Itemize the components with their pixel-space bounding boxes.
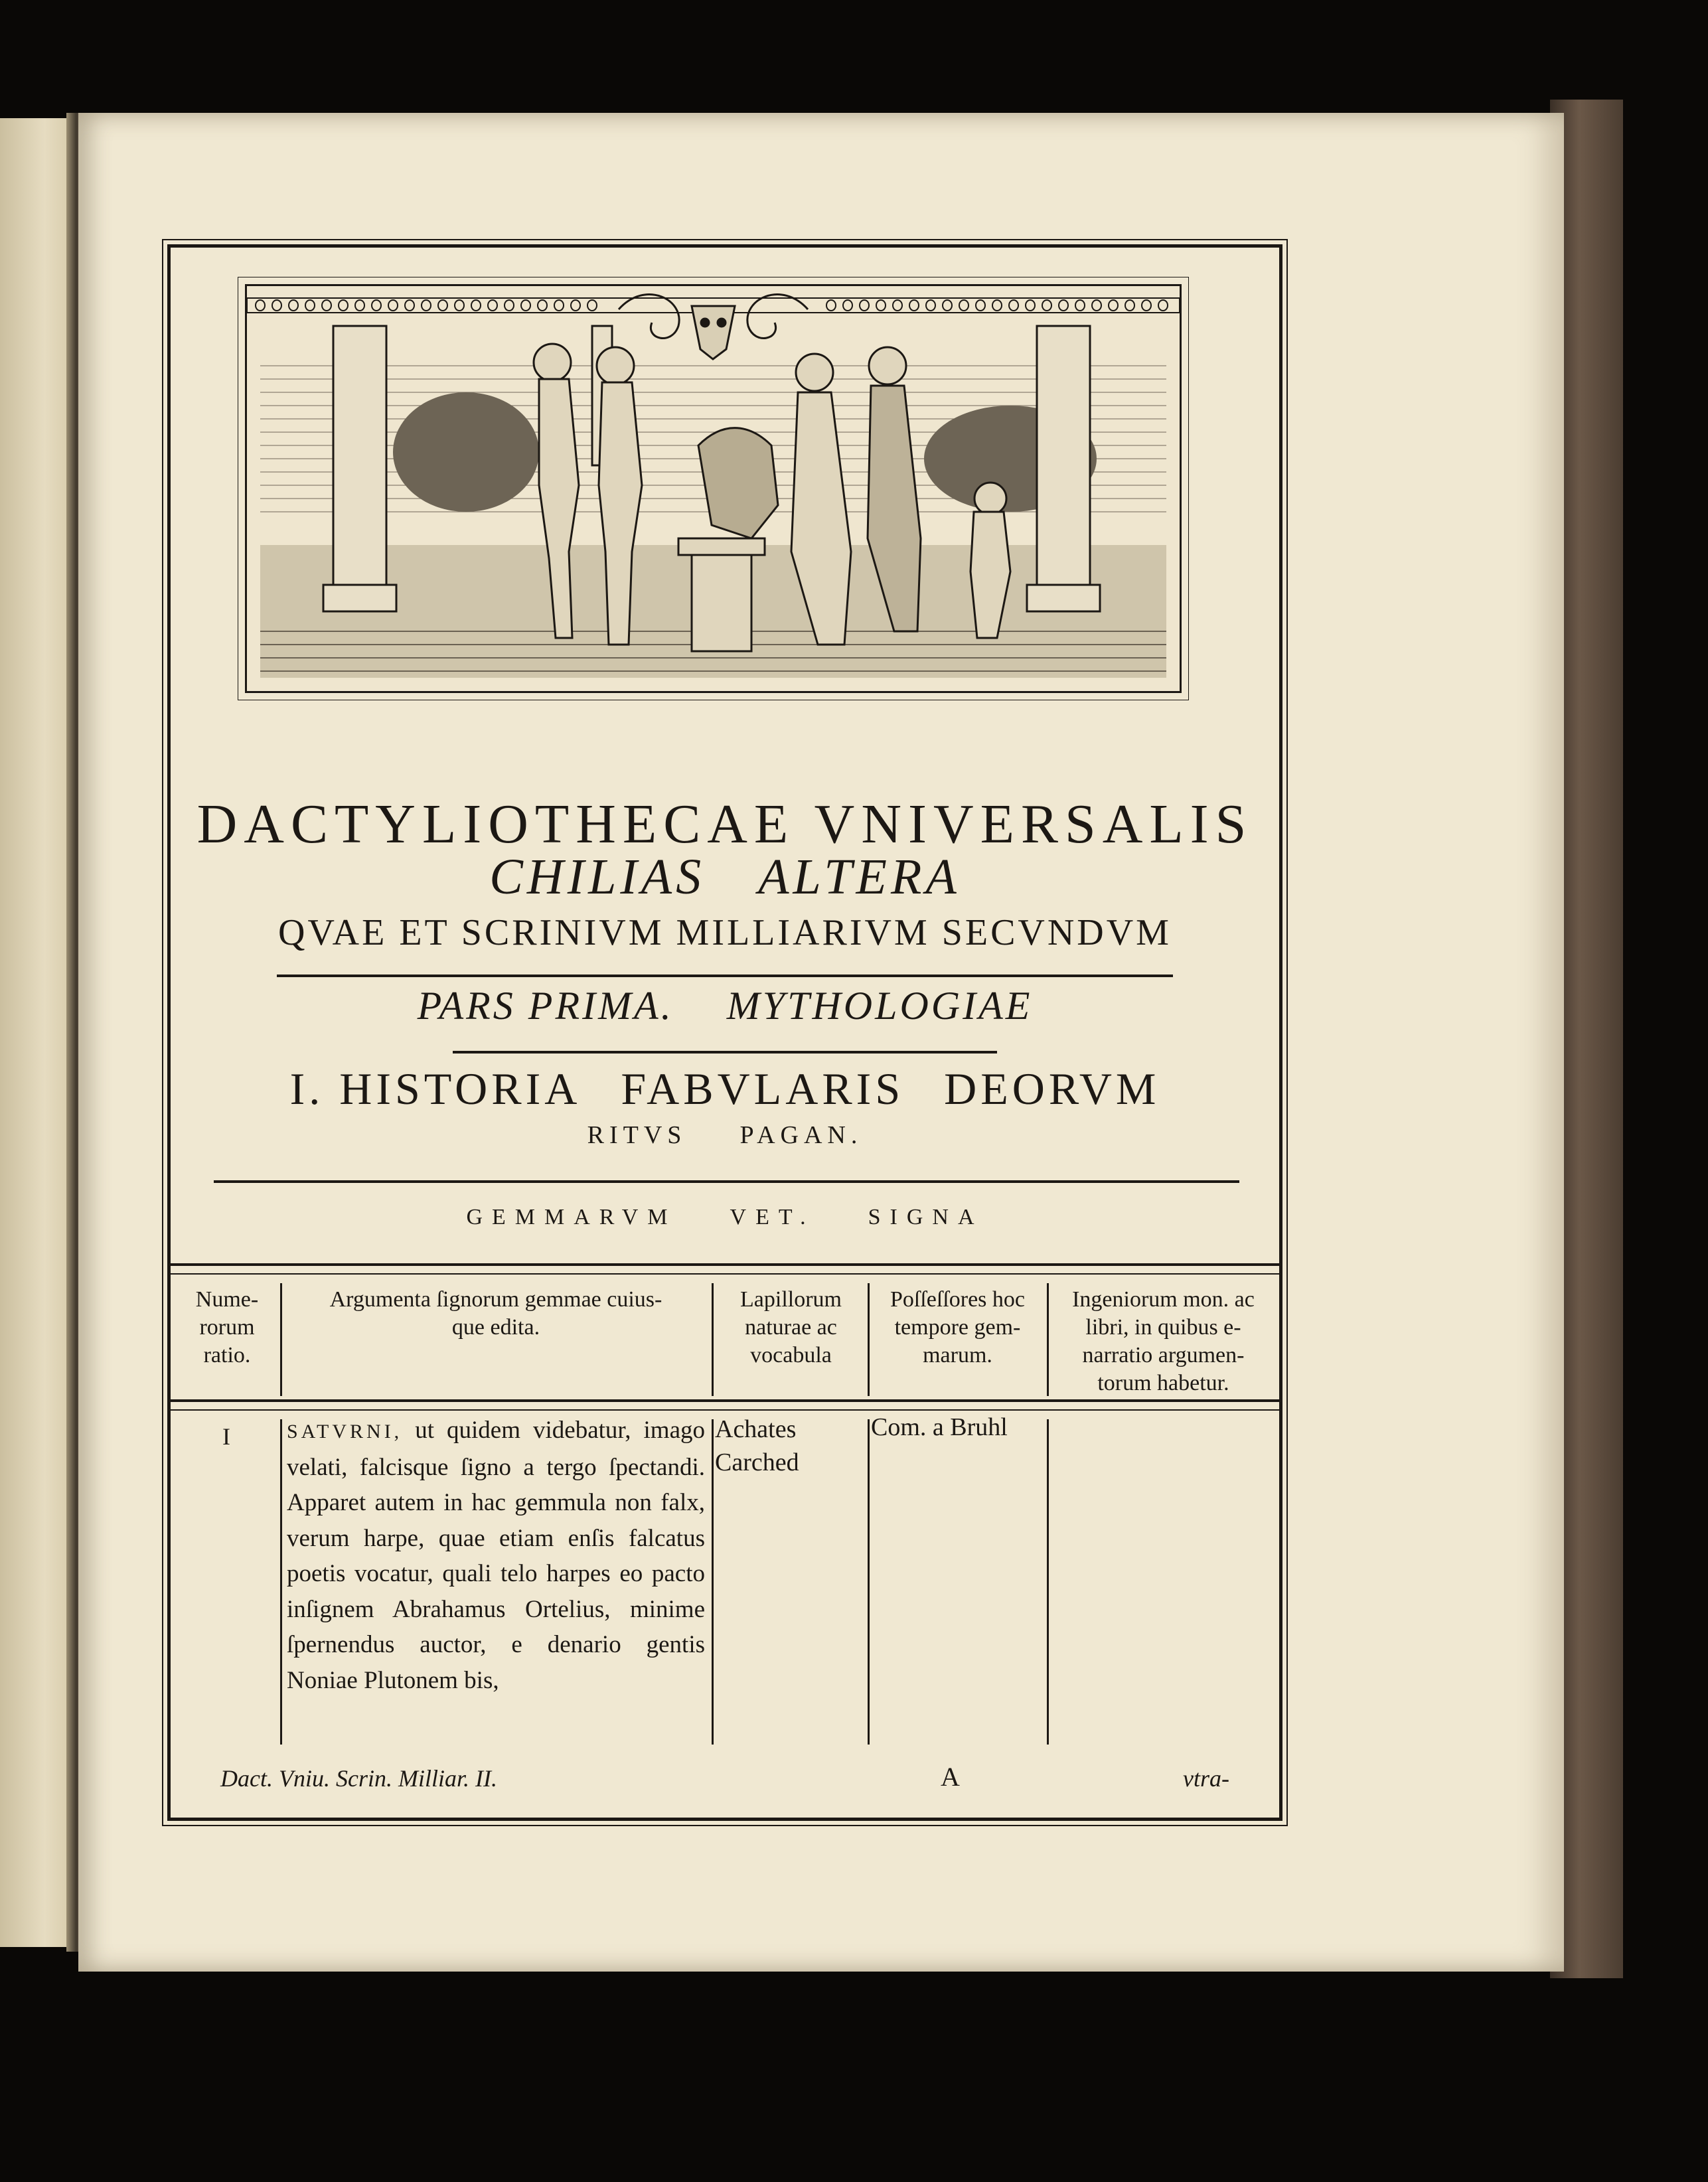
title-line-2 [171,848,1279,906]
col-divider-4 [1047,1283,1049,1396]
table-top-rule [171,1263,1279,1266]
headpiece-engraving [245,284,1182,693]
section-historia: I. HISTORIA [289,1063,582,1114]
table-header-rule [171,1399,1279,1402]
sub-pagan: PAGAN. [739,1121,863,1149]
page-frame [167,244,1282,1821]
part-prima: PARS PRIMA. [417,984,674,1028]
col-divider-1 [280,1283,282,1396]
title-line-3: QVAE ET SCRINIVM MILLIARIVM SECVNDVM [278,912,1172,953]
title-rule-2 [453,1051,997,1053]
signature-line: Dact. Vniu. Scrin. Milliar. II. [220,1765,497,1792]
row-stone: Achates Carched [715,1415,799,1476]
row-argument [287,1413,705,1698]
facing-page-edge [0,118,74,1947]
signature-letter: A [941,1762,960,1792]
entry-name: SATVRNI, [287,1421,403,1442]
sub-ritus: RITVS [587,1121,687,1149]
gem-gemmarum: GEMMARVM [466,1205,677,1229]
section-heading [171,1063,1279,1115]
title-rule-3 [214,1180,1239,1183]
section-fabularis: FABVLARIS [621,1063,905,1114]
row-number: I [222,1423,230,1450]
header-lapillorum: Lapillorum naturae ac vocabula [740,1287,842,1367]
gem-signa: SIGNA [868,1205,984,1229]
table-top-rule-inner [171,1273,1279,1275]
table-header-rule-inner [171,1409,1279,1411]
subheading [171,1121,1279,1150]
gem-vet: VET. [730,1205,815,1229]
entry-text: ut quidem videbatur, imago velati, falcisque ſigno a tergo ſpectandi. Apparet autem in hac gemmula non falx, verum harpe, quae etiam enſis falcatus poetis vocatur, quali telo harpes eo pacto inſignem Abrahamus Ortelius, minime ſpernendus auctor, e denario gentis Noniae Plutonem bis, [287,1417,705,1694]
section-deorum: DEORVM [944,1063,1160,1114]
col-divider-4b [1047,1419,1049,1745]
title-line-1: DACTYLIOTHECAE VNIVERSALIS [196,793,1253,855]
title-rule-1 [277,974,1173,977]
col-divider-3 [868,1283,870,1396]
header-possessores: Poſſeſſores hoc tempore gem- marum. [890,1287,1026,1367]
gem-heading [171,1205,1279,1230]
col-divider-2b [712,1419,714,1745]
title-chilias: CHILIAS [489,849,706,905]
col-divider-3b [868,1419,870,1745]
header-ingeniorum: Ingeniorum mon. ac libri, in quibus e- narratio argumen- torum habetur. [1072,1287,1255,1395]
row-possessor: Com. a Bruhl [871,1413,1008,1441]
header-argumenta: Argumenta ſignorum gemmae cuius- que edita. [329,1287,662,1340]
part-mythologiae: MYTHOLOGIAE [726,984,1033,1028]
catchword: vtra- [1183,1765,1229,1792]
col-divider-1b [280,1419,282,1745]
title-altera: ALTERA [758,849,961,905]
part-heading [171,983,1279,1029]
header-numerorum: Nume- rorum ratio. [195,1287,259,1367]
col-divider-2 [712,1283,714,1396]
